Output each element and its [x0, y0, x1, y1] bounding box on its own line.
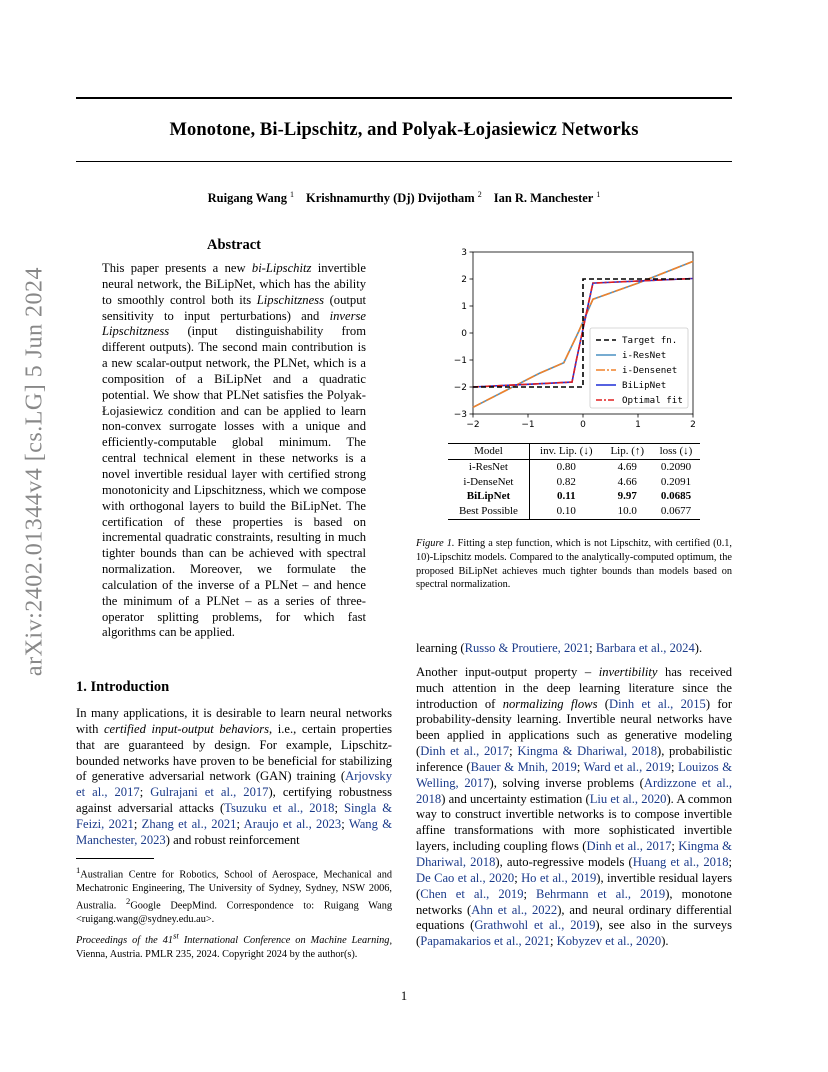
x-tick-label: 2: [690, 420, 696, 430]
table-cell: 0.0677: [660, 505, 692, 518]
results-table: [448, 443, 700, 520]
arxiv-watermark: arXiv:2402.01344v4 [cs.LG] 5 Jun 2024: [21, 266, 48, 677]
table-cell: i-ResNet: [468, 460, 508, 473]
page-number: 1: [400, 989, 408, 1003]
legend-label: i-ResNet: [622, 350, 667, 362]
figure-caption: Figure 1. Fitting a step function, which is not Lipschitz, with certified (0.1, 10)-Lipschitz models. Compared to the analytically-computed optimum, the proposed BiLipNet achieves much tighter bounds than models based on spectral normalization.: [416, 538, 732, 591]
author-name: Ruigang Wang: [207, 191, 287, 206]
legend-label: Target fn.: [622, 335, 678, 347]
affiliation-footnote: $^1$Australian Centre for Robotics, School of Aerospace, Mechanical and Mechatronic Engineering, The University of Sydney, Sydney, NSW 2006, Australia. $^2$Google DeepMind. Correspondence to: Ruigang Wang <ruigang.wang@sydney.edu.au>.: [76, 865, 392, 926]
author-list: [76, 190, 732, 206]
table-row: [448, 475, 700, 490]
table-cell: 0.11: [529, 489, 602, 504]
author-affiliation: 1: [289, 190, 294, 199]
footnote-rule: [76, 858, 154, 859]
title-bottom-rule: [76, 161, 732, 162]
x-tick-label: −2: [466, 420, 480, 430]
table-header-cell: Model: [474, 445, 503, 457]
x-tick-label: 0: [580, 420, 586, 430]
y-tick-label: −2: [453, 383, 467, 394]
author-name: Ian R. Manchester: [493, 191, 594, 206]
paper-title: Monotone, Bi-Lipschitz, and Polyak-Łojasiewicz Networks: [169, 120, 639, 140]
table-header-cell: Lip. (↑): [610, 445, 645, 457]
x-tick-label: 1: [635, 420, 641, 430]
author-affiliation: 1: [596, 190, 601, 199]
table-cell: 0.2091: [660, 475, 692, 488]
table-cell: 0.82: [529, 475, 602, 490]
title-top-rule: [76, 97, 732, 99]
plot-area: [454, 248, 696, 430]
section-heading-introduction: 1. Introduction: [76, 679, 170, 695]
table-cell: 0.10: [529, 504, 602, 519]
author-affiliation: 2: [477, 190, 482, 199]
table-cell: 0.0685: [660, 490, 692, 503]
legend-label: i-Densenet: [622, 365, 678, 377]
table-header-cell: inv. Lip. (↓): [529, 444, 602, 460]
table-row: [448, 459, 700, 474]
table-header-cell: loss (↓): [659, 445, 693, 457]
introduction-text: In many applications, it is desirable to learn neural networks with certified input-output behaviors, i.e., certain properties that are guaranteed by design. For example, Lipschitz-bounded networks have proven to be beneficial for stabilizing of generative adversarial network (GAN) training (Arjovsky et al., 2017; Gulrajani et al., 2017), certifying robustness against adversarial attacks (Tsuzuku et al., 2018; Singla & Feizi, 2021; Zhang et al., 2021; Araujo et al., 2023; Wang & Manchester, 2023) and robust reinforcement: [76, 706, 393, 847]
y-tick-label: 0: [461, 329, 467, 340]
table-cell: Best Possible: [458, 505, 518, 518]
y-tick-label: −1: [453, 356, 467, 367]
table-cell: 4.66: [617, 475, 637, 488]
table-row: [448, 504, 700, 519]
figure-1-chart: [438, 240, 708, 436]
author-name: Krishnamurthy (Dj) Dvijotham: [305, 191, 475, 206]
y-tick-label: 3: [461, 248, 467, 259]
table-cell: i-DenseNet: [463, 475, 514, 488]
abstract-heading: Abstract: [207, 237, 261, 253]
y-tick-label: 2: [461, 275, 467, 286]
right-column-text: learning (Russo & Proutiere, 2021; Barbara et al., 2024). Another input-output property – invertibility has received much attention in the deep learning literature since the introduction of normalizing flows (Dinh et al., 2015) for probability-density learning. Invertible neural networks have been applied in applications such as generative modeling (Dinh et al., 2017; Kingma & Dhariwal, 2018), probabilistic inference (Bauer & Mnih, 2019; Ward et al., 2019; Louizos & Welling, 2017), solving inverse problems (Ardizzone et al., 2018) and uncertainty estimation (Liu et al., 2020). A common way to construct invertible networks is to compose invertible affine transformations with more sophisticated invertible layers, including coupling flows (Dinh et al., 2017; Kingma & Dhariwal, 2018), auto-regressive models (Huang et al., 2018; De Cao et al., 2020; Ho et al., 2019), invertible residual layers (Chen et al., 2019; Behrmann et al., 2019), monotone networks (Ahn et al., 2022), and neural ordinary differential equations (Grathwohl et al., 2019), see also in the surveys (Papamakarios et al., 2021; Kobyzev et al., 2020).: [416, 641, 733, 949]
table-cell: 10.0: [617, 505, 637, 518]
y-tick-label: −3: [453, 410, 467, 421]
table-cell: 9.97: [617, 490, 637, 503]
proceedings-note: Proceedings of the 41st International Conference on Machine Learning, Vienna, Austria. PMLR 235, 2024. Copyright 2024 by the author(s).: [76, 931, 393, 960]
x-tick-label: −1: [521, 420, 535, 430]
legend-label: Optimal fit: [622, 395, 683, 407]
table-cell: 4.69: [617, 460, 637, 473]
legend-label: BiLipNet: [622, 380, 667, 392]
table-header-row: [448, 444, 700, 460]
y-tick-label: 1: [461, 302, 467, 313]
abstract-text: This paper presents a new bi-Lipschitz invertible neural network, the BiLipNet, which has the ability to smoothly control both its Lipschitzness (output sensitivity to input perturbations) and inverse Lipschitzness (input distinguishability from different outputs). The second main contribution is a new scalar-output network, the PLNet, which is a composition of a BiLipNet and a quadratic potential. We show that PLNet satisfies the Polyak-Łojasiewicz condition and can be applied to learn non-convex surrogate losses with a unique and efficiently-computable global minimum. The central technical element in these networks is a novel invertible residual layer with certified strong monotonicity and Lipschitzness, which we compose with orthogonal layers to build the BiLipNet. The certification of these properties is based on incremental quadratic constraints, resulting in much tighter bounds than can be achieved with spectral normalization. Moreover, we formulate the calculation of the inverse of a PLNet – and hence the minimum of a PLNet – as a series of three-operator splitting problems, for which fast algorithms can be applied.: [102, 261, 366, 640]
table-row: [448, 489, 700, 504]
table-cell: 0.2090: [660, 460, 692, 473]
table-cell: 0.80: [529, 459, 602, 474]
table-cell: BiLipNet: [466, 490, 511, 503]
